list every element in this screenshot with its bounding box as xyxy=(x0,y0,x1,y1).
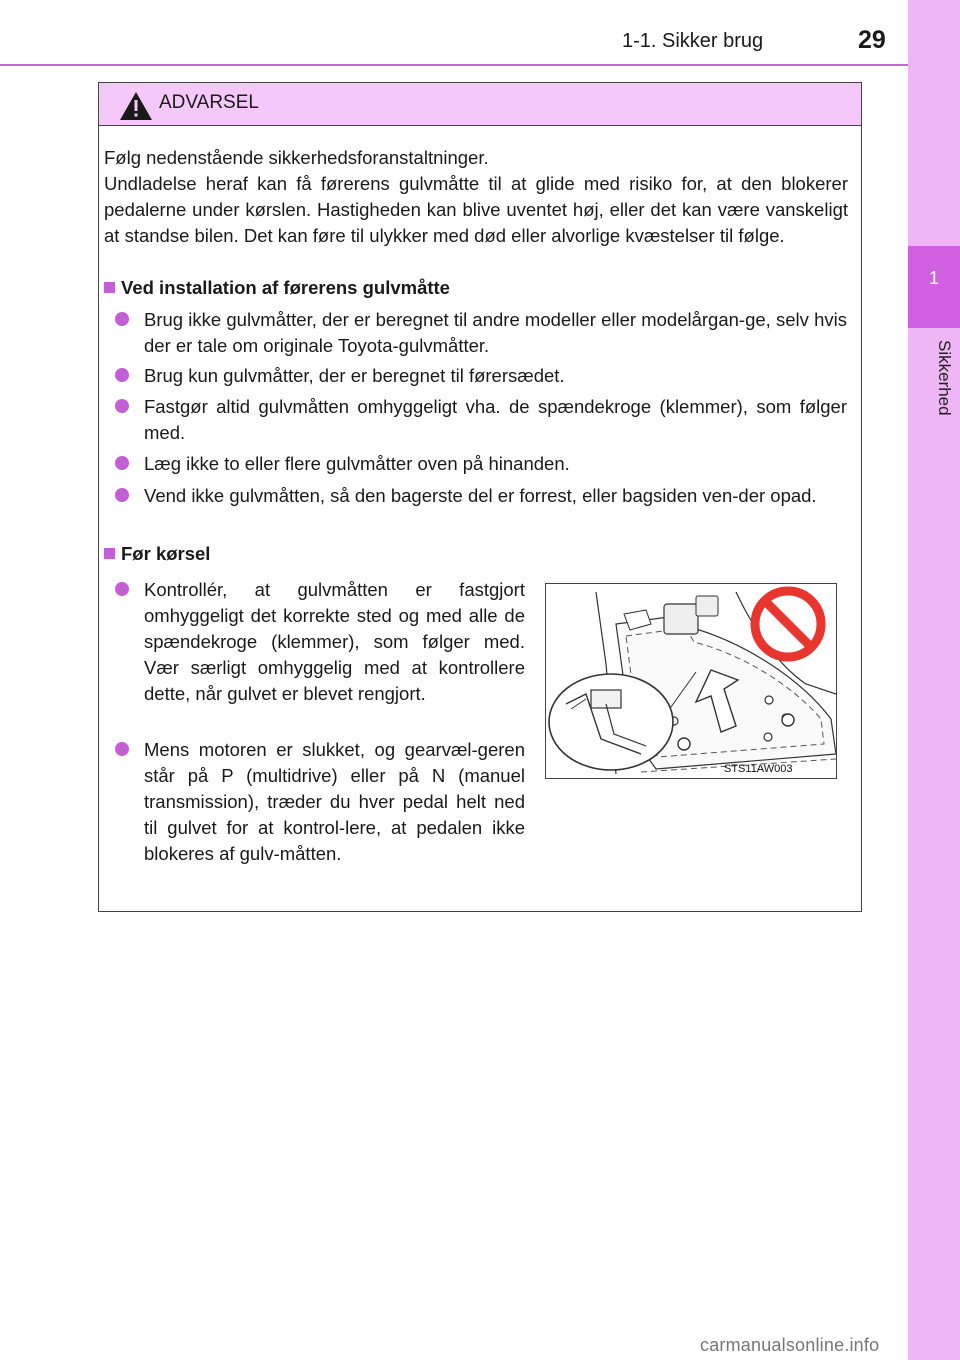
list-item-text: Vend ikke gulvmåtten, så den bagerste del er forrest, eller bagsiden ven-der opad. xyxy=(144,485,817,506)
page-number: 29 xyxy=(858,26,886,54)
warning-header xyxy=(99,83,861,126)
bullet-dot-icon xyxy=(115,742,129,756)
list-item-text: Fastgør altid gulvmåtten omhyggeligt vha. de spændekroge (klemmer), som følger med. xyxy=(144,396,847,443)
intro-paragraph: Undladelse heraf kan få førerens gulvmåtte til at glide med risiko for, at den blokerer pedalerne under kørslen. Hastigheden kan blive uventet høj, eller det kan være vanskeligt at standse bilen. Det kan føre til ulykker med død eller alvorlige kvæstelser til følge. xyxy=(104,173,848,246)
floor-mat-illustration xyxy=(545,583,837,779)
list-item-text: Kontrollér, at gulvmåtten er fastgjort omhyggeligt det korrekte sted og med alle de spændekroge (klemmer), som følger med. Vær særligt omhyggelig med at kontrollere dette, når gulvet er blevet rengjort. xyxy=(144,579,525,704)
intro-first-line: Følg nedenstående sikkerhedsforanstaltninger. xyxy=(104,147,489,168)
square-bullet-icon xyxy=(104,282,115,293)
warning-box xyxy=(98,82,862,912)
section-heading-text: Før kørsel xyxy=(121,543,211,564)
chapter-side-strip xyxy=(908,0,960,1360)
list-item xyxy=(103,394,847,446)
chapter-label: Sikkerhed xyxy=(935,340,954,416)
chapter-number: 1 xyxy=(928,268,939,288)
list-item-text: Mens motoren er slukket, og gearvæl-geren står på P (multidrive) eller på N (manuel transmission), træder du hver pedal helt ned til gulvet for at kontrol-lere, at pedalen ikke blokeres af gulv-måtten. xyxy=(144,739,525,864)
section-heading-text: Ved installation af førerens gulvmåtte xyxy=(121,277,450,298)
illustration-code: STS11AW003 xyxy=(724,763,793,775)
list-item-text: Brug kun gulvmåtter, der er beregnet til førersædet. xyxy=(144,365,565,386)
section-heading xyxy=(104,275,450,301)
bullet-dot-icon xyxy=(115,399,129,413)
list-item xyxy=(103,483,847,509)
section-heading xyxy=(104,541,210,567)
bullet-dot-icon xyxy=(115,312,129,326)
footer-watermark: carmanualsonline.info xyxy=(700,1335,880,1355)
section-title: 1-1. Sikker brug xyxy=(622,30,764,52)
list-item xyxy=(103,451,847,477)
square-bullet-icon xyxy=(104,548,115,559)
list-item-text: Læg ikke to eller flere gulvmåtter oven på hinanden. xyxy=(144,453,570,474)
list-item xyxy=(103,307,847,359)
warning-triangle-icon xyxy=(119,91,153,121)
list-item-text: Brug ikke gulvmåtter, der er beregnet til andre modeller eller modelårgan-ge, selv hvis der er tale om originale Toyota-gulvmåtter. xyxy=(144,309,847,356)
list-item xyxy=(103,363,847,389)
bullet-dot-icon xyxy=(115,488,129,502)
list-item xyxy=(103,737,525,867)
floor-mat-drawing xyxy=(546,584,836,778)
warning-title: ADVARSEL xyxy=(159,92,259,113)
bullet-dot-icon xyxy=(115,456,129,470)
bullet-dot-icon xyxy=(115,582,129,596)
list-item xyxy=(103,577,525,707)
header-rule xyxy=(0,64,908,66)
bullet-dot-icon xyxy=(115,368,129,382)
